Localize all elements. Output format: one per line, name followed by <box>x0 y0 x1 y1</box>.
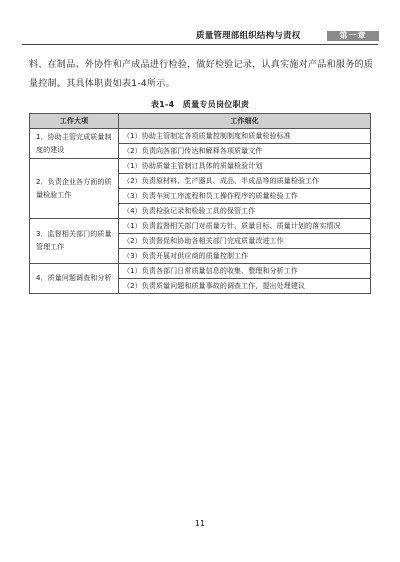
duty-cell: （1）负责各部门日常质量信息的收集、整理和分析工作 <box>119 264 371 279</box>
table-row <box>30 264 371 279</box>
category-cell: 4．质量问题调查和分析 <box>30 264 119 294</box>
chapter-badge: 第一章 <box>327 31 379 41</box>
page-number: 11 <box>194 519 206 528</box>
column-header-category: 工作大项 <box>30 114 119 129</box>
table-caption: 表1-4 质量专员岗位职责 <box>150 100 250 109</box>
category-cell: 2．负责企业各方面的质量检验工作 <box>30 159 119 219</box>
table-header-row <box>30 114 371 129</box>
header-title: 质量管理部组织结构与责权 <box>196 31 301 41</box>
duty-cell: （2）负责督促和协助各相关部门完成质量改进工作 <box>119 234 371 249</box>
header-rule <box>22 44 378 45</box>
duty-cell: （2）负责原材料、生产器具、成品、半成品等的质量检验工作 <box>119 174 371 189</box>
duty-cell: （4）负责检验记录和检验工具的保管工作 <box>119 204 371 219</box>
duty-cell: （1）协助质量主管制订具体的质量检验计划 <box>119 159 371 174</box>
category-cell: 1．协助主管完成质量制度的建设 <box>30 129 119 159</box>
duties-table <box>29 113 371 294</box>
category-cell: 3．监督相关部门的质量管理工作 <box>30 219 119 264</box>
duty-cell: （1）协助主管制定各项质量控制制度和质量检验标准 <box>119 129 371 144</box>
duty-cell: （2）负责向各部门传达和解释各项质量文件 <box>119 144 371 159</box>
duty-cell: （3）负责开展对供应商的质量控制工作 <box>119 249 371 264</box>
table-row <box>30 219 371 234</box>
column-header-details: 工作细化 <box>119 114 371 129</box>
body-paragraph: 料、在制品、外协件和产成品进行检验，做好检验记录，认真实施对产品和服务的质量控制。其具体职责如表1-4所示。 <box>29 60 374 89</box>
duty-cell: （1）负责监督相关部门对质量方针、质量目标、质量计划的落实情况 <box>119 219 371 234</box>
running-header <box>0 28 400 44</box>
duty-cell: （2）负责质量问题和质量事故的调查工作，提出处理建议 <box>119 279 371 294</box>
duty-cell: （3）负责车间工序流程和员工操作程序的质量检验工作 <box>119 189 371 204</box>
table-row <box>30 159 371 174</box>
table-row <box>30 129 371 144</box>
